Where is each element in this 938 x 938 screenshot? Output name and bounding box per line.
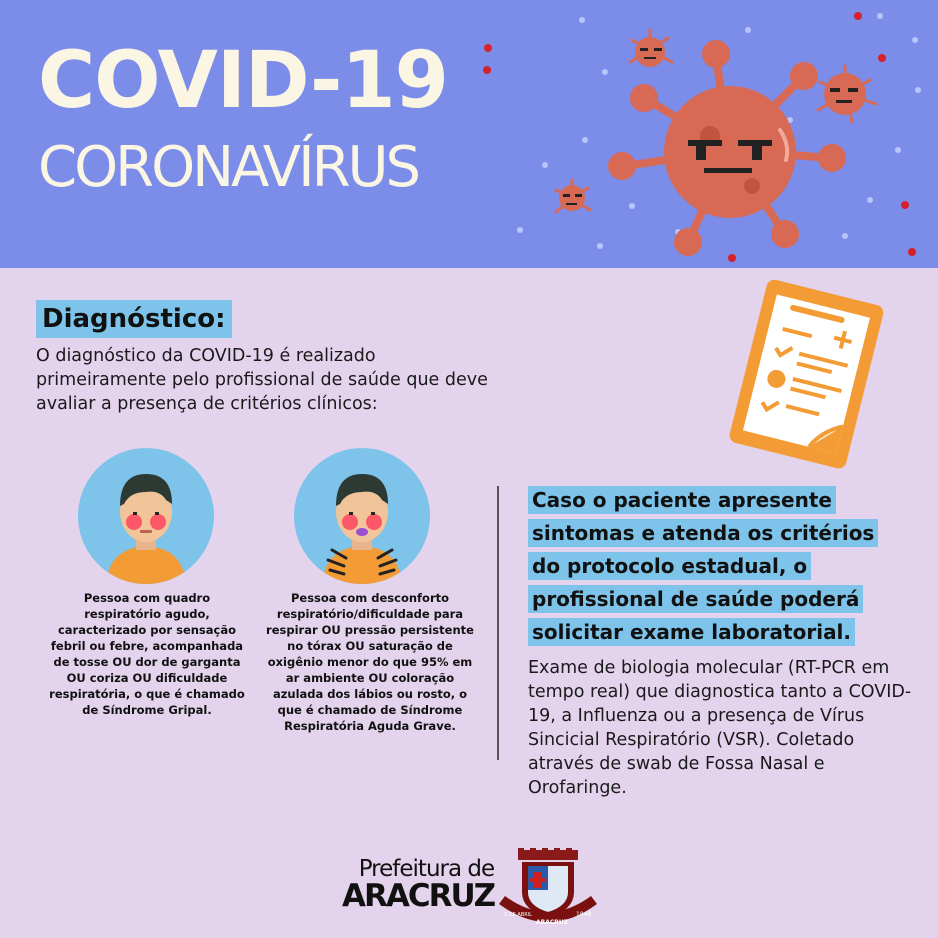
lab-exam-highlight (528, 484, 908, 649)
vertical-divider (497, 486, 499, 760)
aracruz-crest-logo (498, 848, 598, 928)
diagnostic-heading: Diagnóstico: (36, 300, 232, 338)
page-title: COVID-19 (38, 36, 448, 126)
crest-right-text: 1848 (576, 911, 592, 918)
diagnostic-intro: O diagnóstico da COVID-19 é realizado primeiramente pelo profissional de saúde que deve avaliar a presença de critérios clínicos: (36, 346, 488, 414)
person-fever-avatar (76, 446, 216, 586)
crest-name-text: ARACRUZ (536, 919, 569, 926)
virus-illustration (430, 0, 938, 268)
header-banner (0, 0, 938, 268)
case-1-caption: Pessoa com quadro respiratório agudo, caracterizado por sensação febril ou febre, acompanhada de tosse OU dor de garganta OU coriza OU dificuldade respiratória, o que é chamado de Síndrome Gripal. (49, 591, 245, 717)
page-subtitle: CORONAVÍRUS (38, 135, 419, 200)
prefeitura-logo-text (342, 858, 494, 912)
lab-exam-highlight-text: Caso o paciente apresente sintomas e atenda os critérios do protocolo estadual, o profissional de saúde poderá solicitar exame laboratorial. (528, 486, 878, 646)
crest-left-text: 3 DE ABRIL (504, 912, 532, 918)
exam-description: Exame de biologia molecular (RT-PCR em tempo real) que diagnostica tanto a COVID-19, a Influenza ou a presença de Vírus Sincicial Respiratório (VSR). Coletado através de swab de Fossa Nasal e Orofaringe. (528, 658, 912, 798)
prefeitura-label: Prefeitura de (358, 856, 495, 882)
case-2-caption: Pessoa com desconforto respiratório/dificuldade para respirar OU pressão persistente no tórax OU saturação de oxigênio menor do que 95% em ar ambiente OU coloração azulada dos lábios ou rosto, o que é chamado de Síndrome Respiratória Aguda Grave. (266, 591, 474, 733)
city-name: ARACRUZ (342, 878, 495, 914)
person-breathing-difficulty-avatar (292, 446, 432, 586)
clipboard-icon (716, 276, 896, 476)
